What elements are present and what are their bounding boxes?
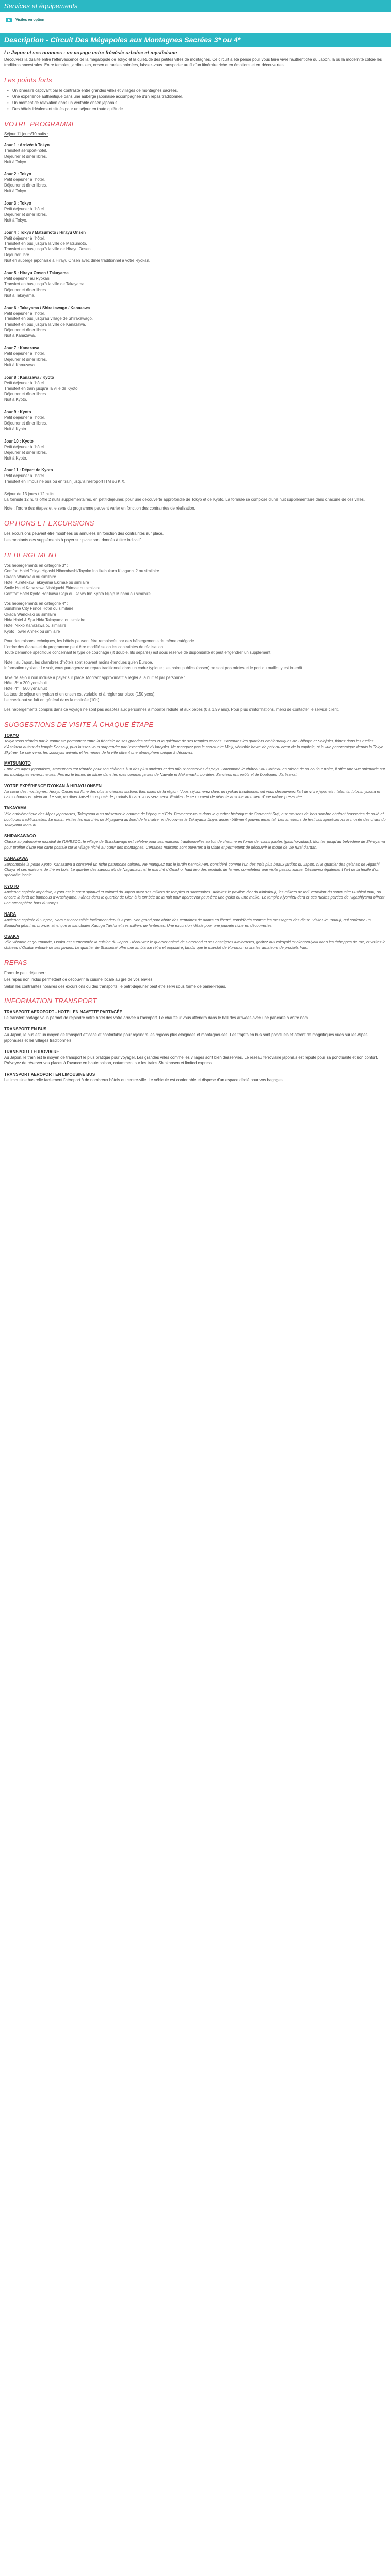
day-line: Déjeuner et dîner libres. [4, 183, 47, 188]
hotel-line: Smile Hotel Kanazawa Nishiguchi Ekimae ou similaire [4, 585, 101, 590]
point-item: • Un itinéraire captivant par le contraste entre grandes villes et villages de montagnes sacrées. [7, 88, 387, 94]
day-line: Petit déjeuner à l'hôtel. [4, 415, 45, 420]
hotel-line: Comfort Hotel Tokyo Higashi Nihombashi/Toyoko Inn Ikebukuro Kitaguchi 2 ou similaire [4, 569, 159, 574]
suggestion-text: Au cœur des montagnes, Hirayu Onsen est l'une des plus anciennes stations thermales de la région. Vous séjournerez dans un ryokan traditionnel, où vous découvrirez l'art de vivre japonais : tatamis, futons, yukata et bains chauds en plein air. Le soir, un dîner kaiseki composé de produits locaux vous sera servi. Profitez de ce moment de détente absolue au milieu d'une nature préservée. [4, 789, 381, 800]
day-line: Déjeuner et dîner libres. [4, 328, 47, 333]
day-line: Nuit en auberge japonaise à Hirayu Onsen avec dîner traditionnel à votre Ryokan. [4, 258, 151, 263]
day-line: Déjeuner et dîner libres. [4, 154, 47, 159]
suggestion-block [4, 760, 387, 777]
repas-line: Formule petit déjeuner : [4, 970, 47, 975]
hotel-line: Le check-out se fait en général dans la matinée (10h). [4, 698, 101, 703]
hotel-group [4, 601, 387, 635]
day-line: Petit déjeuner à l'hôtel. [4, 380, 45, 385]
suggestion-title: OSAKA [4, 934, 19, 939]
hebergement-title: HEBERGEMENT [4, 551, 58, 559]
day-line: Transfert en bus jusqu'au village de Shirakawago. [4, 316, 93, 321]
suggestion-block [4, 934, 387, 951]
hotel-line: Information ryokan : Le soir, vous partagerez un repas traditionnel dans un cadre typique ; les bains publics (onsen) ne sont pas mixtes et le port du maillot y est interdit. [4, 665, 303, 670]
repas-line: Selon les contraintes horaires des excursions ou des transports, le petit-déjeuner peut être servi sous forme de panier-repas. [4, 984, 226, 989]
day-line: Transfert en train jusqu'à la ville de Kyoto. [4, 386, 79, 391]
transport-list [4, 1009, 387, 1083]
day-line: Petit déjeuner à l'hôtel. [4, 206, 45, 211]
point-item: • Un moment de relaxation dans un véritable onsen japonais. [7, 100, 387, 106]
day-line: Petit déjeuner à l'hôtel. [4, 235, 45, 241]
transport-title: TRANSPORT AEROPORT - HOTEL EN NAVETTE PARTAGÉE [4, 1009, 122, 1014]
suggestion-title: TOKYO [4, 733, 19, 738]
description-subtitle: Le Japon et ses nuances : un voyage entre frénésie urbaine et mysticisme [4, 49, 177, 56]
programme-title: VOTRE PROGRAMME [4, 120, 76, 128]
day-block [4, 230, 387, 264]
repas-line: Les repas non inclus permettent de découvrir la cuisine locale au gré de vos envies. [4, 977, 154, 982]
day-line: Nuit à Kyoto. [4, 426, 27, 431]
suggestions-title: SUGGESTIONS DE VISITE À CHAQUE ÉTAPE [4, 720, 154, 728]
hotel-group [4, 660, 387, 671]
suggestion-text: Ancienne capitale impériale, Kyoto est le cœur spirituel et culturel du Japon avec ses milliers de temples et sanctuaires. Admirez le pavillon d'or du Kinkaku-ji, les milliers de torii vermillon du sanctuaire Fushimi Inari, ou encore la forêt de bambous d'Arashiyama. Flânez dans le quartier de Gion à la tombée de la nuit pour apercevoir peut-être une geiko ou une maiko. Le temple Kiyomizu-dera et ses ruelles pavées de Higashiyama offrent une atmosphère hors du temps. [4, 889, 385, 906]
hotel-line: La taxe de séjour en ryokan et en onsen est variable et à régler sur place (150 yens). [4, 692, 156, 697]
wifi-icon [5, 16, 12, 24]
day-line: Nuit à Kyoto. [4, 455, 27, 461]
day-line: Nuit à Tokyo. [4, 217, 27, 223]
day-line: Nuit à Kanazawa. [4, 362, 36, 367]
day-title: Jour 2 : Tokyo [4, 172, 31, 177]
hotel-group-head: Vos hébergements en catégorie 4* : [4, 601, 68, 606]
day-line: Nuit à Tokyo. [4, 189, 27, 194]
day-title: Jour 3 : Tokyo [4, 201, 31, 206]
suggestion-text: Ancienne capitale du Japon, Nara est accessible facilement depuis Kyoto. Son grand parc abrite des centaines de daims en liberté, considérés comme les messagers des dieux. Visitez le Todai-ji, qui renferme un Bouddha géant en bronze, ainsi que le sanctuaire Kasuga Taisha et ses milliers de lanternes. Une excursion idéale pour une journée riche en découvertes. [4, 917, 371, 928]
hotel-line: Les hébergements compris dans ce voyage ne sont pas adaptés aux personnes à mobilité réduite et aux bébés (0 à 1,99 ans). Pour plus d'informations, merci de contacter le service client. [4, 707, 339, 713]
suggestion-text: Entre les Alpes japonaises, Matsumoto est réputée pour son château, l'un des plus anciens et des mieux conservés du pays. Surnommé le château du Corbeau en raison de sa couleur noire, il offre une vue splendide sur les montagnes environnantes. Prenez le temps de flâner dans les rues commerçantes de Nawate et Nakamachi, bordées d'anciens entrepôts et de boutiques d'artisanat. [4, 767, 385, 777]
points-title: Les points forts [4, 76, 52, 84]
description-intro: Découvrez la dualité entre l'effervescence de la mégalopole de Tokyo et la quiétude des petites villes de montagnes. Ce circuit a été pensé pour vous faire vivre l'authenticité du Japon, là où la modernité côtoie les traditions ancestrales. Entre temples, jardins zen, onsen et ruelles animées, laissez-vous transporter au fil d'un itinéraire riche en émotions et en découvertes. [4, 57, 382, 67]
day-line: Petit déjeuner à l'hôtel. [4, 473, 45, 479]
hotel-group [4, 639, 387, 656]
day-title: Jour 1 : Arrivée à Tokyo [4, 142, 50, 147]
day-title: Jour 10 : Kyoto [4, 438, 34, 444]
suggestion-title: SHIRAKAWAGO [4, 834, 36, 839]
programme-note: Note : l'ordre des étapes et le sens du programme peuvent varier en fonction des contraintes de réalisation. [4, 506, 196, 511]
day-line: Nuit à Kanazawa. [4, 333, 36, 338]
hotel-group [4, 675, 387, 704]
service-label: Visites en option [15, 18, 44, 22]
day-line: Déjeuner et dîner libres. [4, 450, 47, 455]
hotel-line: Sunshine City Prince Hotel ou similaire [4, 606, 74, 612]
hotel-line: Hida Hotel & Spa Hida Takayama ou similaire [4, 618, 86, 623]
hotel-group [4, 563, 387, 597]
day-line: Petit déjeuner à l'hôtel. [4, 311, 45, 316]
suggestion-title: TAKAYAMA [4, 806, 27, 811]
hotel-line: Hotel Kuretekaw Takayama Ekimae ou similaire [4, 580, 89, 585]
day-line: Petit déjeuner à l'hôtel. [4, 177, 45, 182]
point-item: • Une expérience authentique dans une auberge japonaise accompagnée d'un repas traditionnel. [7, 94, 387, 100]
day-block [4, 270, 387, 299]
day-title: Jour 9 : Kyoto [4, 410, 31, 415]
transport-text: Le limousine bus relie facilement l'aéroport à de nombreux hôtels du centre-ville. Le véhicule est confortable et dispose d'un espace dédié pour vos bagages. [4, 1077, 284, 1082]
day-title: Jour 8 : Kanazawa / Kyoto [4, 375, 54, 380]
options-title: OPTIONS ET EXCURSIONS [4, 519, 94, 527]
suggestion-title: KYOTO [4, 884, 19, 889]
transport-block [4, 1072, 387, 1083]
point-item: • Des hôtels idéalement situés pour un séjour en toute quiétude. [7, 107, 387, 112]
hotels-list [4, 563, 387, 713]
day-block [4, 172, 387, 194]
day-block [4, 468, 387, 485]
transport-title: TRANSPORT FERROVIAIRE [4, 1049, 59, 1054]
suggestion-title: KANAZAWA [4, 856, 28, 861]
transport-block [4, 1049, 387, 1066]
transport-block [4, 1009, 387, 1021]
day-line: Déjeuner et dîner libres. [4, 287, 47, 292]
suggestion-text: Classé au patrimoine mondial de l'UNESCO, le village de Shirakawago est célèbre pour ses maisons traditionnelles au toit de chaume en forme de mains jointes (gassho-zukuri). Montez jusqu'au belvédère de Shiroyama pour profiter d'une vue carte postale sur le village niché au cœur des montagnes. Certaines maisons sont ouvertes à la visite et permettent de découvrir le mode de vie rural d'antan. [4, 839, 385, 850]
hotel-line: L'ordre des étapes et du programme peut être modifié selon les contraintes de réalisation. [4, 644, 165, 649]
day-block [4, 143, 387, 165]
day-block [4, 410, 387, 432]
transport-text: Au Japon, le bus est un moyen de transport efficace et confortable pour rejoindre les régions plus éloignées et montagneuses. Les trajets en bus sont ponctuels et offrent de magnifiques vues sur les Alpes japonaises et les villages traditionnels. [4, 1032, 368, 1043]
hotel-line: Taxe de séjour non incluse à payer sur place. Montant approximatif à régler à la nuit et par personne : [4, 675, 185, 680]
suggestion-text: Surnommée la petite Kyoto, Kanazawa a conservé un riche patrimoine culturel. Ne manquez pas le jardin Kenroku-en, considéré comme l'un des trois plus beaux jardins du Japon, ni le quartier des geishas de Higashi Chaya et ses maisons de thé en bois. Le quartier des samouraïs de Nagamachi et le marché d'Omicho, haut lieu des produits de la mer, complètent une visite passionnante. Découvrez également l'art de la feuille d'or, spécialité locale. [4, 861, 380, 878]
extension-block [4, 492, 387, 503]
day-line: Déjeuner et dîner libres. [4, 357, 47, 362]
extension-text: La formule 12 nuits offre 2 nuits supplémentaires, en petit-déjeuner, pour une découverte approfondie de Tokyo et de Kyoto. La formule se compose d'une nuit supplémentaire dans chacune de ces villes. [4, 497, 365, 502]
day-line: Transfert en limousine bus ou en train jusqu'à l'aéroport ITM ou KIX. [4, 479, 125, 484]
transport-text: Le transfert partagé vous permet de rejoindre votre hôtel dès votre arrivée à l'aéroport. Le chauffeur vous attendra dans le hall des arrivées avec une pancarte à votre nom. [4, 1015, 309, 1020]
day-title: Jour 11 : Départ de Kyoto [4, 468, 53, 473]
day-title: Jour 7 : Kanazawa [4, 346, 40, 351]
suggestion-block [4, 884, 387, 906]
suggestion-text: Ville emblématique des Alpes japonaises, Takayama a su préserver le charme de l'époque d'Edo. Promenez-vous dans le quartier historique de Sanmachi Suji, aux maisons de bois sombre abritant brasseries de saké et boutiques traditionnelles. Le matin, visitez les marchés de Miyagawa au bord de la rivière, et découvrez le Takayama Jinya, ancien bâtiment gouvernemental. Les amateurs de festivals apprécieront le musée des chars du Takayama Matsuri. [4, 811, 386, 827]
transport-block [4, 1026, 387, 1044]
suggestion-block [4, 833, 387, 850]
day-line: Déjeuner libre. [4, 252, 30, 258]
suggestion-block [4, 805, 387, 828]
hotel-group-head: Vos hébergements en catégorie 3* : [4, 563, 68, 568]
transport-title: TRANSPORT EN BUS [4, 1026, 47, 1031]
repas-title: REPAS [4, 958, 27, 967]
extension-head: Séjour de 13 jours / 12 nuits [4, 492, 55, 497]
hotel-line: Note : au Japon, les chambres d'hôtels sont souvent moins étendues qu'en Europe. [4, 659, 153, 665]
day-line: Transfert en bus jusqu'à la ville de Takayama. [4, 281, 86, 286]
hotel-line: Kyoto Tower Annex ou similaire [4, 629, 60, 634]
suggestion-block [4, 733, 387, 755]
hotel-line: Hotel Nikko Kanazawa ou similaire [4, 623, 67, 629]
suggestion-block [4, 783, 387, 800]
hotel-line: Pour des raisons techniques, les hôtels peuvent être remplacés par des hébergements de même catégorie. [4, 638, 196, 643]
day-title: Jour 4 : Tokyo / Matsumoto / Hirayu Onsen [4, 230, 86, 235]
hotel-line: Comfort Hotel Kyoto Horikawa Gojo ou Daiwa Inn Kyoto Nijojo Minami ou similaire [4, 591, 151, 596]
day-line: Déjeuner et dîner libres. [4, 212, 47, 217]
transport-text: Au Japon, le train est le moyen de transport le plus pratique pour voyager. Les grandes villes comme les villages sont bien desservies. Le réseau ferroviaire japonais est réputé pour sa ponctualité et son confort. Prévoyez de réserver vos places à l'avance en haute saison, notamment sur les trains Shinkansen et limited express. [4, 1055, 378, 1065]
services-title: Services et équipements [0, 0, 391, 12]
day-block [4, 306, 387, 339]
day-line: Nuit à Kyoto. [4, 397, 27, 402]
day-line: Nuit à Tokyo. [4, 159, 27, 164]
hotel-line: Hôtel 3* = 200 yens/nuit [4, 681, 47, 686]
service-item [0, 14, 391, 28]
stay-duration: Séjour 11 jours/10 nuits : [4, 131, 48, 137]
options-line: Les excursions peuvent être modifiées ou annulées en fonction des contraintes sur place. [4, 531, 164, 536]
day-line: Petit déjeuner au Ryokan. [4, 276, 51, 281]
transport-title: TRANSPORT AEROPORT EN LIMOUSINE BUS [4, 1072, 95, 1077]
day-line: Petit déjeuner à l'hôtel. [4, 351, 45, 356]
hotel-line: Okada Wanokaki ou similaire [4, 612, 56, 617]
suggestion-text: Ville vibrante et gourmande, Osaka est surnommée la cuisine du Japon. Découvrez le quartier animé de Dotonbori et ses enseignes lumineuses, goûtez aux takoyaki et okonomiyaki dans les échoppes de rue, et visitez le château d'Osaka entouré de ses jardins. Le quartier de Shinsekai offre une ambiance rétro et populaire, tandis que le marché de Kuromon ravira les amateurs de produits frais. [4, 940, 386, 950]
suggestion-block [4, 911, 387, 928]
day-title: Jour 6 : Takayama / Shirakawago / Kanazawa [4, 305, 90, 310]
suggestion-text: Tokyo vous séduira par le contraste permanent entre la frénésie de ses grandes artères et la quiétude de ses temples cachés. Parcourez les quartiers emblématiques de Shibuya et Shinjuku, flânez dans les ruelles d'Asakusa autour du temple Senso-ji, puis laissez-vous surprendre par l'excentricité d'Harajuku. Ne manquez pas le sanctuaire Meiji, véritable havre de paix au cœur de la capitale, ni la vue panoramique depuis la Tokyo Skytree. Le soir venu, les izakayas animés et les néons de la ville offrent une atmosphère unique à découvrir. [4, 739, 384, 755]
day-line: Déjeuner et dîner libres. [4, 392, 47, 397]
suggestion-block [4, 856, 387, 878]
suggestions-list [4, 733, 387, 951]
hotel-line: Okada Wanokaki ou similaire [4, 574, 56, 579]
hotel-line: Toute demande spécifique concernant le type de couchage (lit double, lits séparés) est sous réserve de disponibilité et peut engendrer un supplément. [4, 650, 272, 655]
suggestion-title: VOTRE EXPÉRIENCE RYOKAN À HIRAYU ONSEN [4, 783, 102, 788]
day-line: Transfert aéroport-hôtel. [4, 148, 47, 153]
day-title: Jour 5 : Hirayu Onsen / Takayama [4, 270, 69, 276]
day-block [4, 375, 387, 403]
day-block [4, 439, 387, 462]
day-line: Transfert en bus jusqu'à la ville de Matsumoto. [4, 241, 87, 246]
suggestion-title: NARA [4, 911, 17, 917]
description-title: Description - Circuit Des Mégapoles aux Montagnes Sacrées 3* ou 4* [0, 33, 391, 47]
options-line: Les montants des suppléments à payer sur place sont donnés à titre indicatif. [4, 538, 142, 543]
hotel-group [4, 707, 387, 713]
page [0, 0, 391, 1093]
day-block [4, 201, 387, 224]
transport-title: INFORMATION TRANSPORT [4, 997, 97, 1005]
day-line: Transfert en bus jusqu'à la ville de Kanazawa. [4, 322, 86, 327]
hotel-line: Hôtel 4* = 500 yens/nuit [4, 686, 47, 691]
points-list [7, 88, 387, 112]
day-line: Petit déjeuner à l'hôtel. [4, 444, 45, 449]
day-block [4, 346, 387, 368]
day-line: Déjeuner et dîner libres. [4, 421, 47, 426]
suggestion-title: MATSUMOTO [4, 761, 31, 766]
day-line: Nuit à Takayama. [4, 293, 36, 298]
day-line: Transfert en bus jusqu'à la ville de Hirayu Onsen. [4, 247, 92, 252]
days-list [4, 143, 387, 485]
